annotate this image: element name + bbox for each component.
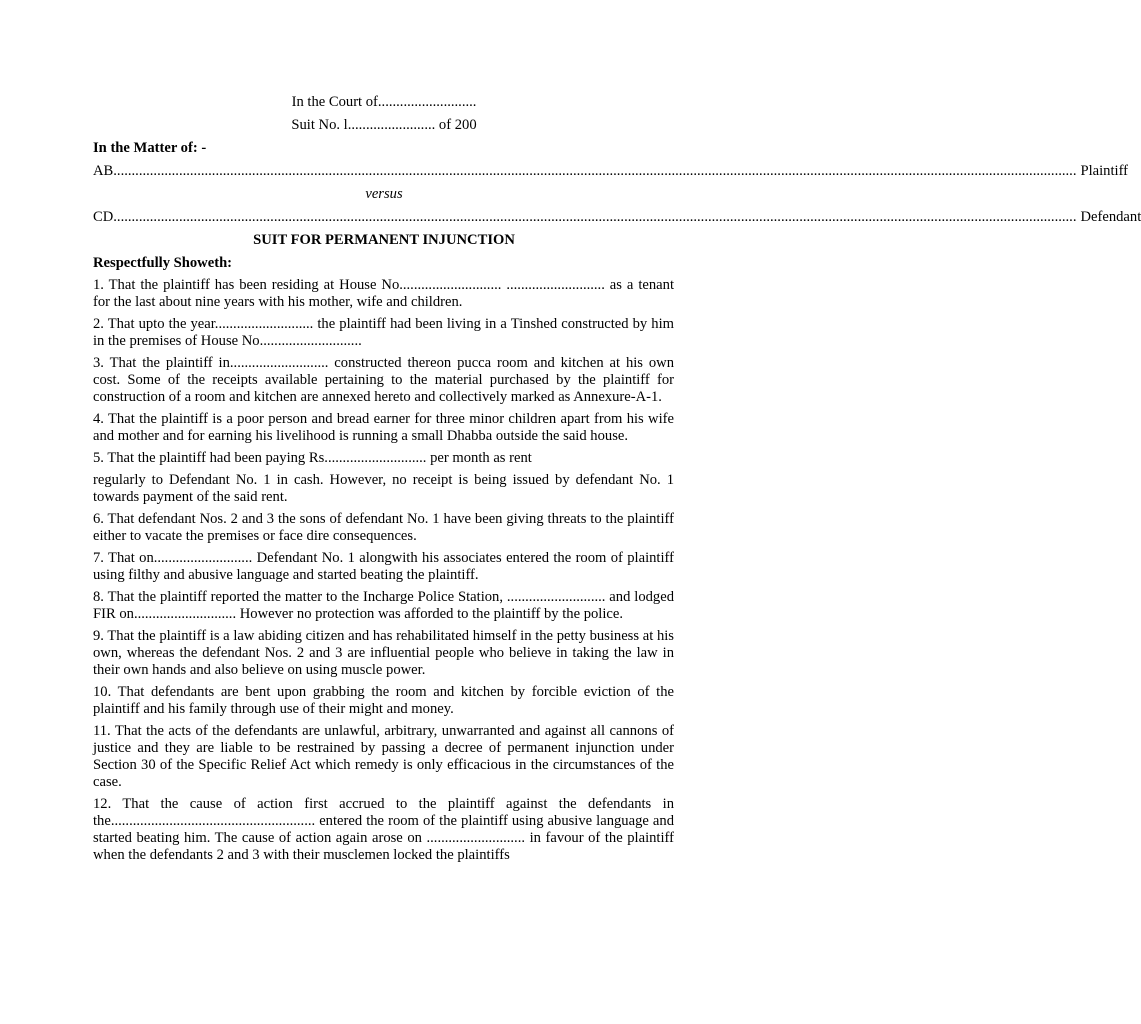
matter-heading: In the Matter of: - xyxy=(93,140,207,156)
versus-label: versus xyxy=(365,186,403,202)
plaintiff-name: AB xyxy=(93,163,114,179)
paragraph-10: 10. That defendants are bent upon grabbing the room and kitchen by forcible eviction of the plaintiff and his family through use of their might and money. xyxy=(93,684,674,717)
suit-number-line: Suit No. l........................ of 200 xyxy=(291,117,477,133)
document-title: SUIT FOR PERMANENT INJUNCTION xyxy=(253,232,515,248)
paragraph-5: 5. That the plaintiff had been paying Rs............................ per month as rent xyxy=(93,450,532,466)
paragraph-4: 4. That the plaintiff is a poor person and bread earner for three minor children apart from his wife and mother and for earning his livelihood is running a small Dhabba outside the said house. xyxy=(93,411,674,444)
showeth-heading: Respectfully Showeth: xyxy=(93,255,233,271)
paragraph-9: 9. That the plaintiff is a law abiding citizen and has rehabilitated himself in the petty business at his own, whereas the defendant Nos. 2 and 3 are influential people who believe in taking the law in their own hands and also believe on using muscle power. xyxy=(93,628,674,678)
paragraph-2: 2. That upto the year........................... the plaintiff had been living in a Tinshed constructed by him in the premises of House No............................ xyxy=(93,316,674,349)
court-line: In the Court of........................... xyxy=(291,94,477,110)
paragraph-list xyxy=(93,277,674,869)
plaintiff-dots: ........................................................................................................................................................................................................................................................................ xyxy=(113,163,1077,179)
paragraph-7: 7. That on........................... Defendant No. 1 alongwith his associates entered the room of plaintiff using filthy and abusive language and started beating the plaintiff. xyxy=(93,550,674,583)
paragraph-3: 3. That the plaintiff in........................... constructed thereon pucca room and kitchen at his own cost. Some of the receipts available pertaining to the material purchased by the plaintiff for construction of a room and kitchen are annexed hereto and collectively marked as Annexure-A-1. xyxy=(93,355,674,405)
defendant-dots: ........................................................................................................................................................................................................................................................................ xyxy=(113,209,1077,225)
defendant-name: CD xyxy=(93,209,114,225)
defendant-line xyxy=(93,209,1141,226)
paragraph-11: 11. That the acts of the defendants are unlawful, arbitrary, unwarranted and against all cannons of justice and they are liable to be restrained by passing a decree of permanent injunction under Section 30 of the Specific Relief Act which remedy is only efficacious in the circumstances of the case. xyxy=(93,723,674,790)
paragraph-1: 1. That the plaintiff has been residing at House No............................ ........................... as a tenant for the last about nine years with his mother, wife and children. xyxy=(93,277,674,310)
plaintiff-role: Plaintiff xyxy=(1080,163,1129,179)
paragraph-6: 6. That defendant Nos. 2 and 3 the sons of defendant No. 1 have been giving threats to the plaintiff either to vacate the premises or face dire consequences. xyxy=(93,511,674,544)
plaintiff-line xyxy=(93,163,1129,180)
paragraph-5-continued: regularly to Defendant No. 1 in cash. However, no receipt is being issued by defendant No. 1 towards payment of the said rent. xyxy=(93,472,674,505)
defendant-role: Defendant xyxy=(1080,209,1141,225)
paragraph-8: 8. That the plaintiff reported the matter to the Incharge Police Station, ........................... and lodged FIR on............................ However no protection was afforded to the plaintiff by the police. xyxy=(93,589,674,622)
paragraph-12: 12. That the cause of action first accrued to the plaintiff against the defendants in the........................................................ entered the room of the plaintiff using abusive language and started beating him. The cause of action again arose on ........................... in favour of the plaintiff when the defendants 2 and 3 with their musclemen locked the plaintiffs xyxy=(93,796,674,863)
